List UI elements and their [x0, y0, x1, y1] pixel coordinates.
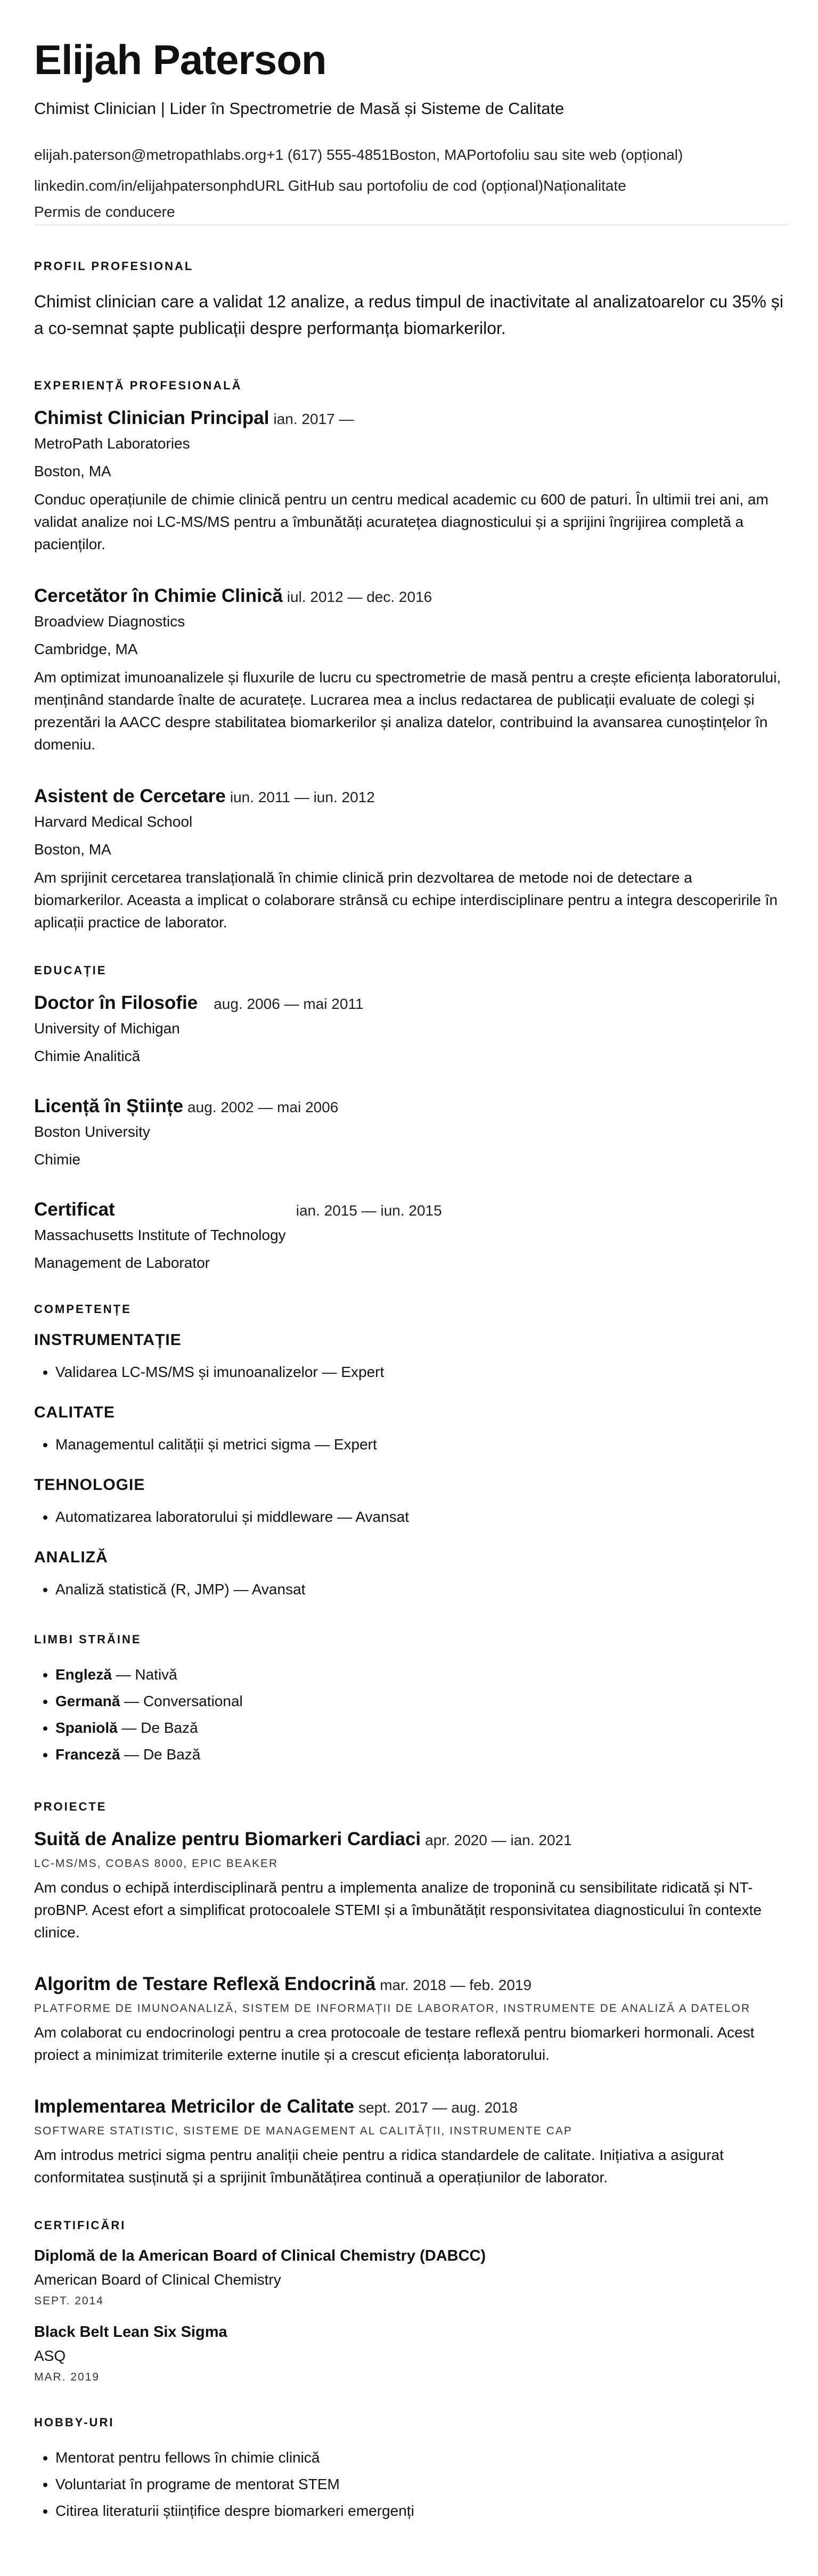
project-technologies: LC-MS/MS, COBAS 8000, EPIC BEAKER [34, 1857, 279, 1870]
languages-section [34, 1633, 784, 1768]
education-section [34, 964, 784, 1274]
language-level: — De Bază [117, 1719, 198, 1736]
job-title: Cercetător în Chimie Clinică [34, 585, 283, 606]
certifications-title: CERTIFICĂRI [34, 2218, 126, 2232]
job-company: Broadview Diagnostics [34, 613, 185, 630]
project-name: Implementarea Metricilor de Calitate [34, 2096, 355, 2117]
education-entry [34, 1199, 784, 1274]
job-description: Conduc operațiunile de chimie clinică pentru un centru medical academic cu 600 de paturi. În ultimii trei ani, am validat analize noi LC-MS/MS pentru a îmbunătăți acuratețea diagnosticului și a sprijini îngrijirea completă a pacienților. [34, 491, 768, 552]
degree-title: Licență în Științe [34, 1095, 184, 1116]
languages-title: LIMBI STRĂINE [34, 1632, 142, 1646]
skills-title: COMPETENȚE [34, 1302, 132, 1316]
hobby-item: • Voluntariat în programe de mentorat STEM [55, 2471, 784, 2498]
certification-issuer: ASQ [34, 2347, 66, 2364]
job-location: Cambridge, MA [34, 640, 138, 657]
project-entry [34, 2096, 784, 2189]
contact-line-1: elijah.paterson@metropathlabs.org+1 (617) 555-4851Boston, MAPortofoliu sau site web (opțional) [34, 146, 683, 163]
job-location: Boston, MA [34, 841, 111, 858]
projects-section [34, 1800, 784, 2189]
language-level: — Conversational [120, 1692, 243, 1709]
experience-entry [34, 786, 784, 934]
hobbies-section [34, 2416, 784, 2524]
contact-line-3: Permis de conducere [34, 201, 789, 225]
skill-item: • Analiză statistică (R, JMP) — Avansat [55, 1576, 784, 1603]
school-name: University of Michigan [34, 1020, 180, 1037]
project-name: Suită de Analize pentru Biomarkeri Cardiaci [34, 1828, 421, 1849]
job-description: Am optimizat imunoanalizele și fluxurile de lucru cu spectrometrie de masă pentru a crește eficiența laboratorului, menținând standarde înalte de acuratețe. Lucrarea mea a inclus redactarea de publicații evaluate de colegi și prezentări la AACC despre stabilitatea biomarkerilor și analiza datelor, contribuind la avansarea cunoștințelor în domeniu. [34, 669, 781, 753]
project-dates: sept. 2017 — aug. 2018 [358, 2099, 518, 2116]
job-company: Harvard Medical School [34, 813, 193, 830]
degree-field: Chimie [34, 1151, 81, 1168]
degree-dates: aug. 2006 — mai 2011 [214, 995, 364, 1012]
summary-text: Chimist clinician care a validat 12 analize, a redus timpul de inactivitate al analizatoarelor cu 35% și a co-semnat șapte publicații despre performanța biomarkerilor. [34, 291, 783, 338]
job-company: MetroPath Laboratories [34, 435, 190, 452]
skill-list [34, 1359, 784, 1385]
skill-category: ANALIZĂ [34, 1548, 108, 1566]
candidate-headline: Chimist Clinician | Lider în Spectrometrie de Masă și Sisteme de Calitate [34, 99, 565, 118]
degree-title: Certificat [34, 1199, 115, 1220]
education-title: EDUCAȚIE [34, 963, 107, 977]
certification-date: SEPT. 2014 [34, 2294, 104, 2307]
degree-field: Management de Laborator [34, 1254, 210, 1271]
certification-name: Diplomă de la American Board of Clinical Chemistry (DABCC) [34, 2247, 486, 2264]
school-name: Boston University [34, 1123, 150, 1140]
hobby-item: • Citirea literaturii științifice despre biomarkeri emergenți [55, 2498, 784, 2524]
language-list [34, 1661, 784, 1768]
project-dates: apr. 2020 — ian. 2021 [425, 1831, 572, 1848]
summary-section [34, 259, 784, 341]
experience-section [34, 379, 784, 934]
language-name: Engleză [55, 1666, 112, 1683]
experience-title: EXPERIENȚĂ PROFESIONALĂ [34, 378, 242, 392]
school-name: Massachusetts Institute of Technology [34, 1226, 286, 1243]
degree-field: Chimie Analitică [34, 1047, 141, 1064]
project-description: Am colaborat cu endocrinologi pentru a crea protocoale de testare reflexă pentru biomarkeri hormonali. Acest proiect a minimizat trimiterile externe inutile și a crescut eficiența laboratorului. [34, 2024, 755, 2063]
project-description: Am condus o echipă interdisciplinară pentru a implementa analize de troponină cu sensibilitate ridicată și NT-proBNP. Acest efort a simplificat protocoalele STEMI și a îmbunătățit responsivitatea diagnosticului în contexte clinice. [34, 1879, 762, 1941]
certification-issuer: American Board of Clinical Chemistry [34, 2271, 281, 2288]
language-level: — De Bază [120, 1746, 201, 1763]
language-name: Germană [55, 1692, 120, 1709]
language-level: — Nativă [111, 1666, 177, 1683]
skill-item: • Managementul calității și metrici sigma — Expert [55, 1431, 784, 1458]
certification-name: Black Belt Lean Six Sigma [34, 2323, 227, 2341]
certification-entry [34, 2247, 784, 2308]
language-item [55, 1661, 784, 1688]
resume-header [34, 37, 784, 225]
job-dates: ian. 2017 — [273, 410, 354, 427]
language-item [55, 1715, 784, 1741]
language-name: Spaniolă [55, 1719, 118, 1736]
hobby-list [34, 2444, 784, 2524]
candidate-name: Elijah Paterson [34, 36, 326, 83]
projects-title: PROIECTE [34, 1799, 107, 1813]
contact-line-2: linkedin.com/in/elijahpatersonphdURL GitHub sau portofoliu de cod (opțional)Naționalitate [34, 177, 626, 194]
skill-item: • Validarea LC-MS/MS și imunoanalizelor — Expert [55, 1359, 784, 1385]
language-item [55, 1688, 784, 1715]
experience-entry [34, 407, 784, 556]
project-dates: mar. 2018 — feb. 2019 [380, 1976, 532, 1993]
job-title: Chimist Clinician Principal [34, 407, 269, 428]
job-dates: iul. 2012 — dec. 2016 [287, 588, 432, 605]
language-name: Franceză [55, 1746, 120, 1763]
job-title: Asistent de Cercetare [34, 785, 226, 806]
degree-title: Doctor în Filosofie [34, 992, 198, 1013]
project-name: Algoritm de Testare Reflexă Endocrină [34, 1973, 376, 1994]
certifications-section [34, 2219, 784, 2384]
language-item [55, 1741, 784, 1768]
skill-category: INSTRUMENTAȚIE [34, 1331, 182, 1349]
skill-category: TEHNOLOGIE [34, 1476, 145, 1494]
job-location: Boston, MA [34, 462, 111, 479]
certification-date: MAR. 2019 [34, 2370, 100, 2383]
project-technologies: PLATFORME DE IMUNOANALIZĂ, SISTEM DE INFORMAȚII DE LABORATOR, INSTRUMENTE DE ANALIZĂ A DATELOR [34, 2002, 751, 2015]
education-entry [34, 992, 784, 1067]
skill-category: CALITATE [34, 1403, 115, 1421]
education-entry [34, 1096, 784, 1170]
skill-list [34, 1431, 784, 1458]
project-description: Am introdus metrici sigma pentru analiții cheie pentru a ridica standardele de calitate. Inițiativa a asigurat conformitatea susținută și a sprijinit îmbunătățirea continuă a operațiunilor de laborator. [34, 2146, 724, 2186]
project-technologies: SOFTWARE STATISTIC, SISTEME DE MANAGEMENT AL CALITĂȚII, INSTRUMENTE CAP [34, 2124, 572, 2137]
project-entry [34, 1829, 784, 1944]
project-entry [34, 1974, 784, 2066]
hobbies-title: HOBBY-URI [34, 2415, 114, 2429]
certification-entry [34, 2324, 784, 2384]
job-description: Am sprijinit cercetarea translațională în chimie clinică prin dezvoltarea de metode noi de detectare a biomarkerilor. Aceasta a implicat o colaborare strânsă cu echipe interdisciplinare pentru a integra descoperirile în aplicații practice de laborator. [34, 869, 778, 931]
summary-title: PROFIL PROFESIONAL [34, 259, 194, 273]
job-dates: iun. 2011 — iun. 2012 [230, 788, 375, 805]
degree-dates: aug. 2002 — mai 2006 [187, 1098, 339, 1115]
skill-item: • Automatizarea laboratorului și middleware — Avansat [55, 1504, 784, 1530]
skill-list [34, 1576, 784, 1603]
experience-entry [34, 585, 784, 756]
degree-dates: ian. 2015 — iun. 2015 [296, 1202, 442, 1219]
hobby-item: • Mentorat pentru fellows în chimie clinică [55, 2444, 784, 2471]
skills-section [34, 1302, 784, 1603]
skill-list [34, 1504, 784, 1530]
